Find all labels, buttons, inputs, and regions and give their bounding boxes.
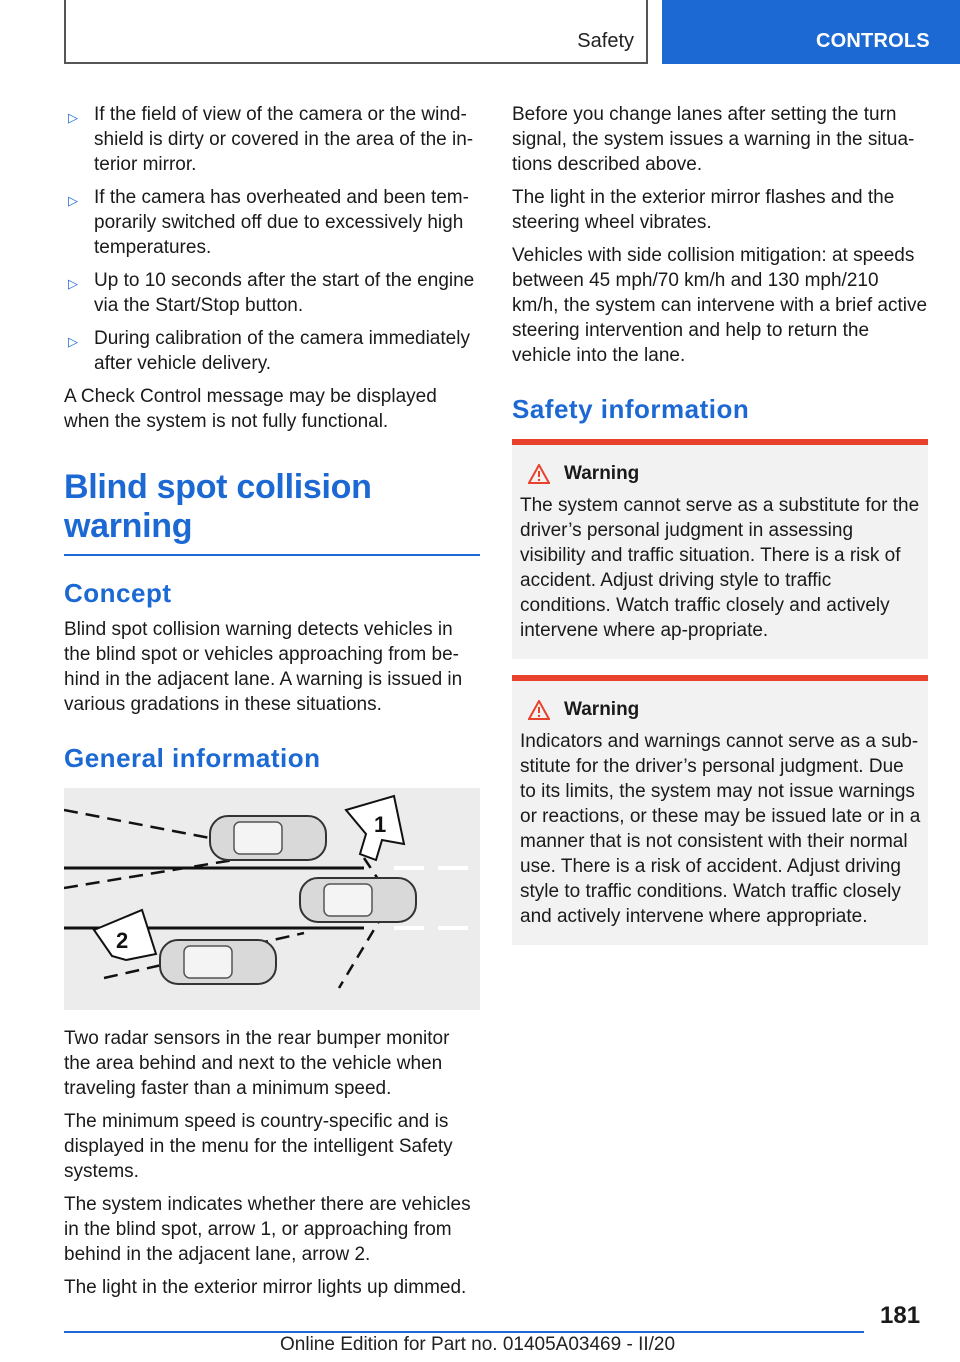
footer-edition-text: Online Edition for Part no. 01405A03469 - II/20 — [280, 1334, 676, 1355]
header-section-box — [64, 0, 648, 64]
concept-heading: Concept — [64, 578, 172, 608]
warning-box — [512, 675, 928, 945]
right-column — [512, 102, 928, 961]
warning-box — [512, 439, 928, 659]
warning-title — [520, 463, 922, 485]
check-control-text: A Check Control message may be displayed when the system is not fully functional. — [64, 386, 437, 432]
warning-body: Indicators and warnings cannot serve as a sub‐stitute for the driver’s personal judgment. Due to its limits, the system may not issue warnings or reactions, or these may be issued late or in a manner that is not consistent with their normal use. There is a risk of accident. Adjust driving style to traffic conditions. Watch traffic closely and actively intervene where appropriate. — [520, 731, 921, 927]
triangle-bullet-icon: ▷ — [68, 334, 78, 349]
general-info-heading: General information — [64, 743, 321, 773]
list-item-text: If the camera has overheated and been tem‐porarily switched off due to excessively high temperatures. — [94, 187, 469, 258]
list-item — [64, 268, 480, 318]
arrow-2-label: 2 — [116, 928, 129, 953]
own-vehicle — [300, 878, 416, 922]
warning-title — [520, 699, 922, 721]
warning-triangle-icon — [528, 464, 550, 484]
page-number: 181 — [880, 1302, 921, 1329]
warning-body: The system cannot serve as a substitute for the driver’s personal judgment in assessing visibility and traffic situation. There is a risk of accident. Adjust driving style to traffic conditions. Watch traffic closely and actively intervene where ap‐propriate. — [520, 495, 920, 641]
car-blind-spot — [210, 816, 326, 860]
minimum-speed-text: The minimum speed is country-specific and is displayed in the menu for the intelligent Safety systems. — [64, 1111, 453, 1182]
triangle-bullet-icon: ▷ — [68, 110, 78, 125]
header-chapter-tab[interactable]: CONTROLS — [662, 0, 960, 64]
car-approaching — [160, 940, 276, 984]
list-item-text: If the field of view of the camera or the wind‐shield is dirty or covered in the area of the in‐terior mirror. — [94, 104, 474, 175]
list-item — [64, 102, 480, 177]
list-item-text: Up to 10 seconds after the start of the engine via the Start/Stop button. — [94, 270, 475, 316]
warning-title-text: Warning — [564, 463, 640, 484]
footer-divider — [64, 1331, 864, 1333]
list-item-text: During calibration of the camera immediately after vehicle delivery. — [94, 328, 470, 374]
list-item — [64, 185, 480, 260]
indication-text: The system indicates whether there are vehicles in the blind spot, arrow 1, or approaching from behind in the adjacent lane, arrow 2. — [64, 1194, 471, 1265]
arrow-1-label: 1 — [374, 812, 387, 837]
mirror-flash-text: The light in the exterior mirror flashes and the steering wheel vibrates. — [512, 187, 895, 233]
radar-sensors-text: Two radar sensors in the rear bumper monitor the area behind and next to the vehicle when traveling faster than a minimum speed. — [64, 1028, 450, 1099]
blind-spot-illustration — [64, 788, 480, 1010]
triangle-bullet-icon: ▷ — [68, 276, 78, 291]
blind-spot-diagram — [64, 788, 480, 1010]
left-column — [64, 102, 480, 1308]
side-collision-text: Vehicles with side collision mitigation: at speeds between 45 mph/70 km/h and 130 mph/210 km/h, the system can intervene with a brief active steering intervention and help to return the vehicle into the lane. — [512, 245, 928, 366]
triangle-bullet-icon: ▷ — [68, 193, 78, 208]
lane-change-text: Before you change lanes after setting the turn signal, the system issues a warning in the situa‐tions described above. — [512, 104, 915, 175]
warning-title-text: Warning — [564, 699, 640, 720]
warning-triangle-icon — [528, 700, 550, 720]
page-title: Blind spot collision warning — [64, 468, 480, 556]
mirror-light-text: The light in the exterior mirror lights up dimmed. — [64, 1277, 467, 1298]
header-section-title: Safety — [577, 30, 634, 52]
list-item — [64, 326, 480, 376]
safety-info-heading: Safety information — [512, 394, 750, 424]
concept-text: Blind spot collision warning detects vehicles in the blind spot or vehicles approaching from be‐hind in the adjacent lane. A warning is issued in various gradations in these situations. — [64, 619, 463, 715]
